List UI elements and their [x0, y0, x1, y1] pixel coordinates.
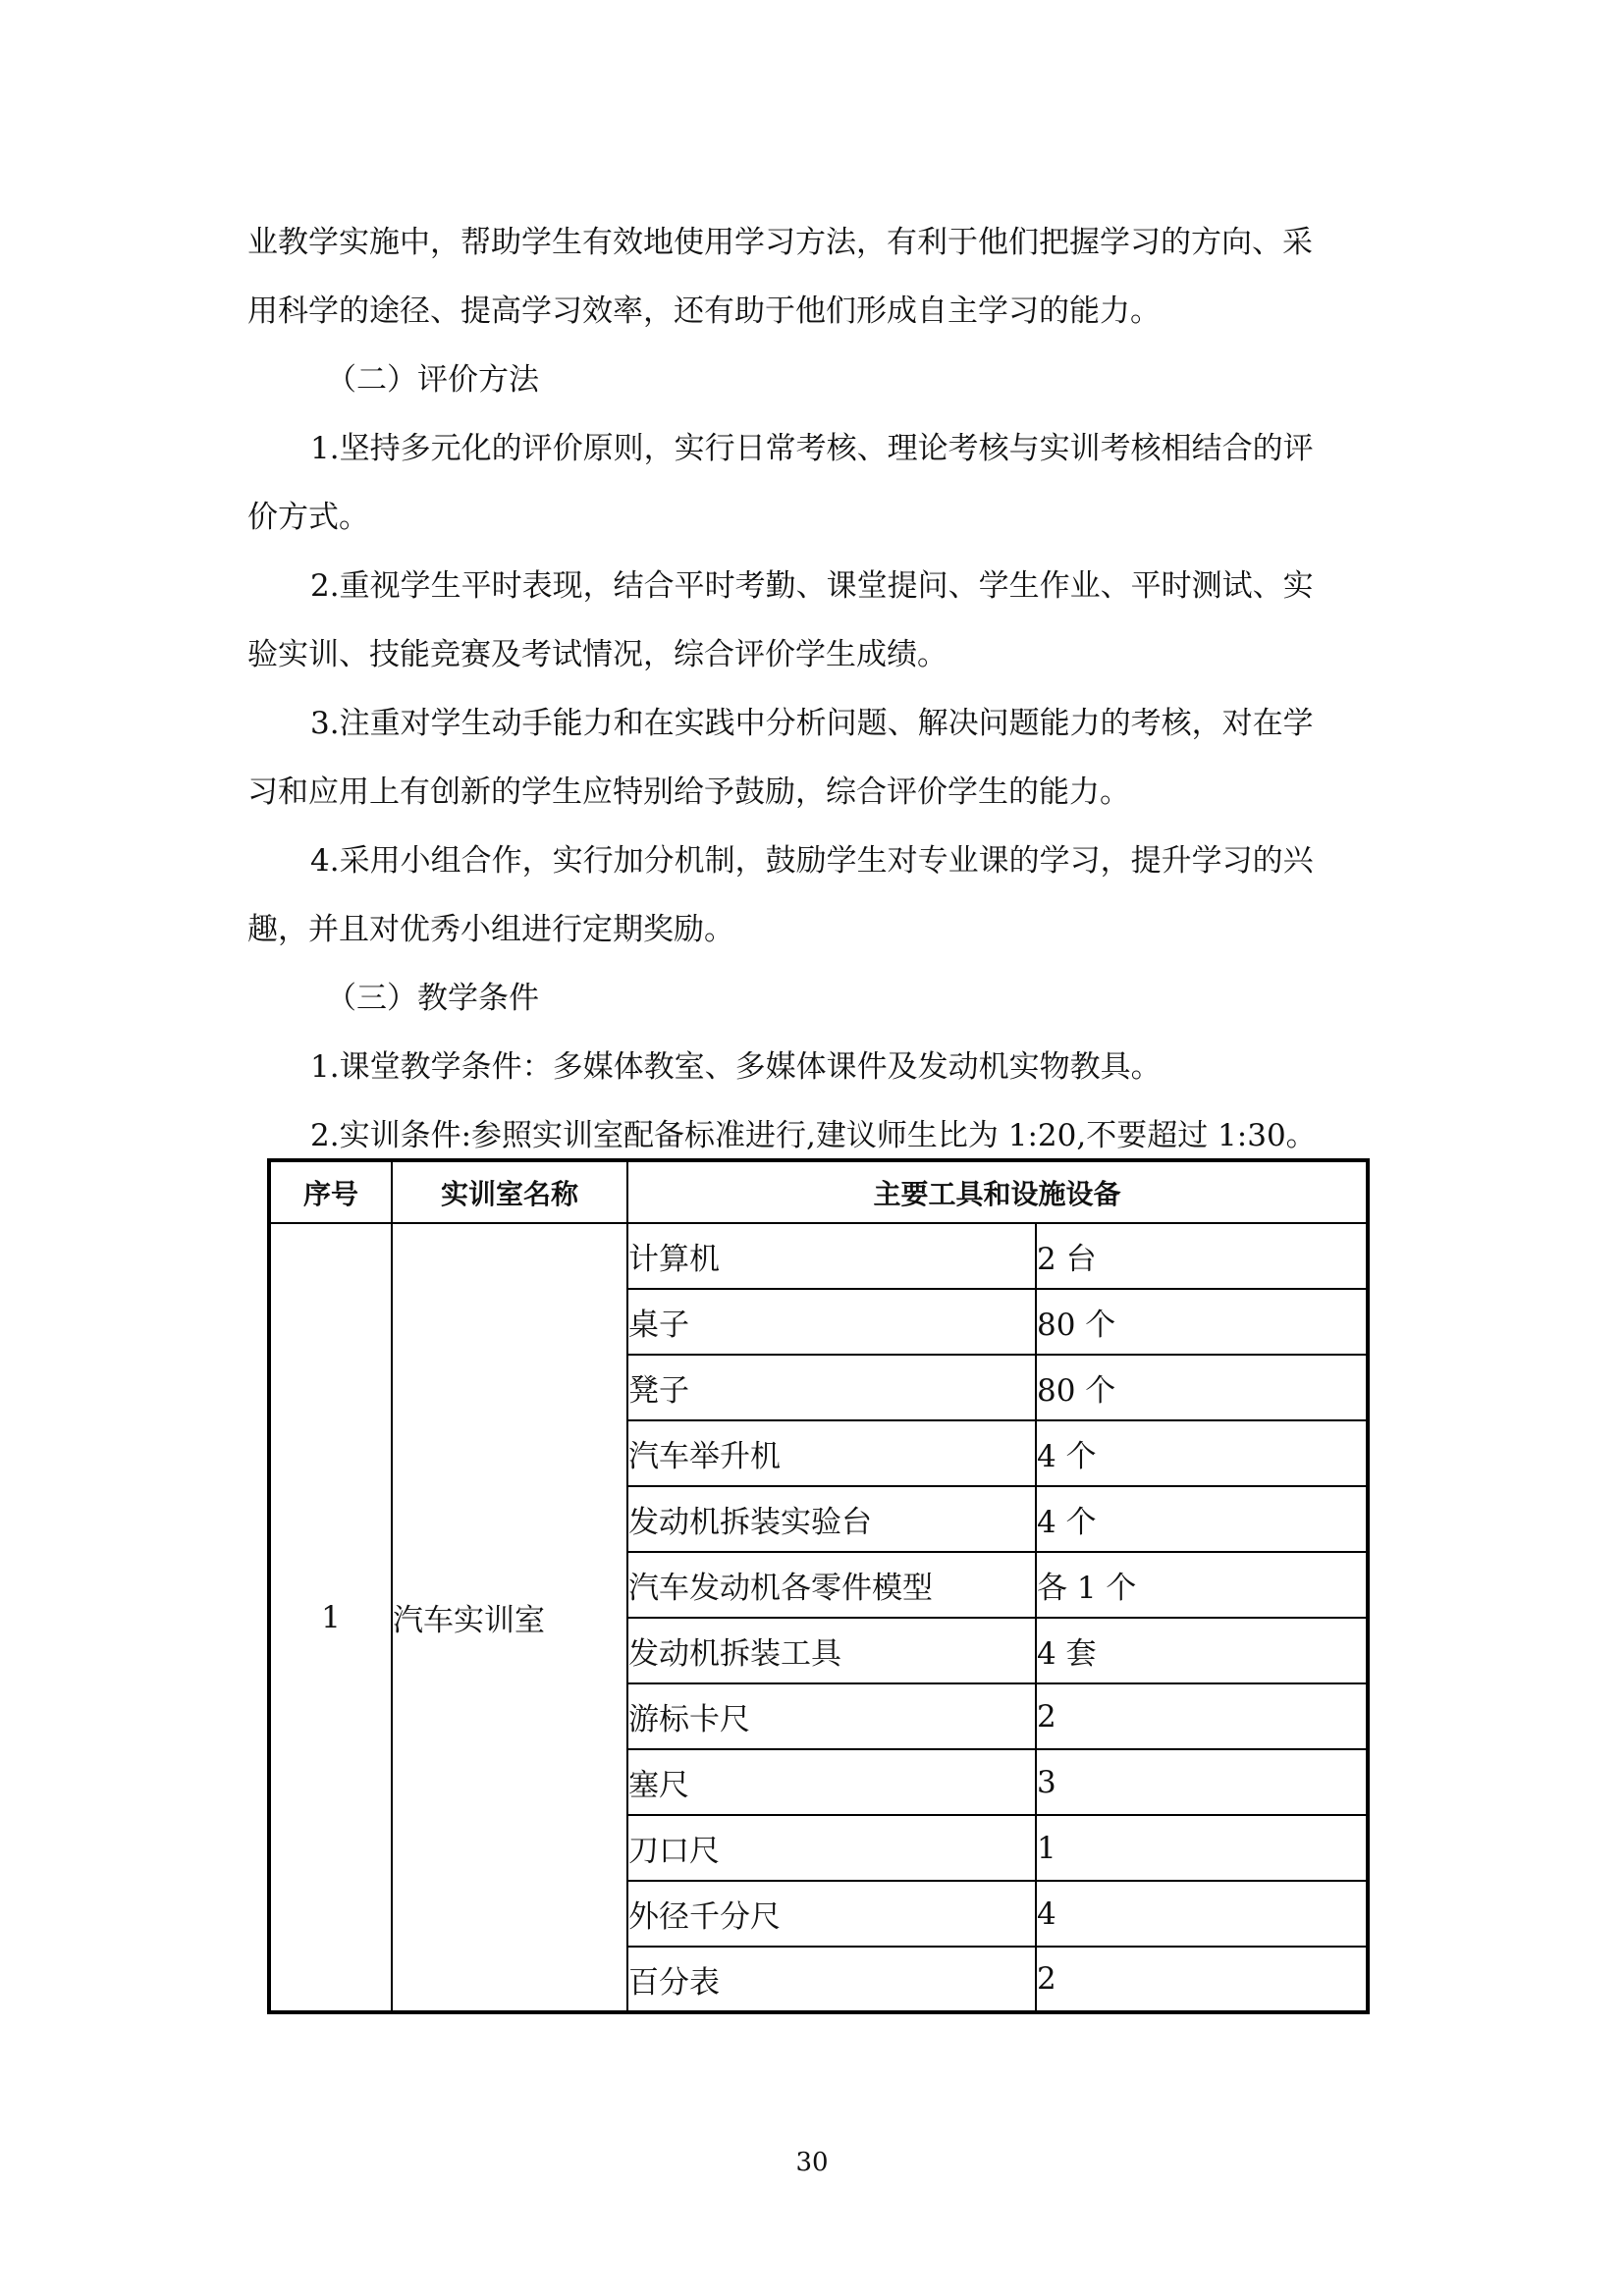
- header-room-name: 实训室名称: [392, 1160, 627, 1223]
- equipment-name-cell: 塞尺: [627, 1749, 1036, 1815]
- table-row: [269, 1223, 1368, 1289]
- equipment-quantity-cell: 3: [1036, 1749, 1368, 1815]
- text-line: 趣，并且对优秀小组进行定期奖励。: [247, 912, 734, 947]
- serial-number-cell: 1: [269, 1223, 392, 2012]
- header-equipment: 主要工具和设施设备: [627, 1160, 1368, 1223]
- heading-text: （三）教学条件: [326, 981, 539, 1016]
- equipment-quantity-cell: 80 个: [1036, 1289, 1368, 1355]
- condition-item-1: [247, 1033, 1386, 1101]
- equipment-quantity-cell: 4: [1036, 1881, 1368, 1947]
- room-name-cell: 汽车实训室: [392, 1223, 627, 2012]
- equipment-name-cell: 凳子: [627, 1355, 1036, 1420]
- text-line: 2.实训条件:参照实训室配备标准进行,建议师生比为 1:20,不要超过 1:30。: [310, 1118, 1317, 1153]
- text-line: 业教学实施中，帮助学生有效地使用学习方法，有利于他们把握学习的方向、采: [247, 225, 1313, 260]
- equipment-name-cell: 刀口尺: [627, 1815, 1036, 1881]
- equipment-name-cell: 桌子: [627, 1289, 1036, 1355]
- header-serial-number: 序号: [269, 1160, 392, 1223]
- page-number: 30: [795, 2148, 829, 2177]
- text-line: 4.采用小组合作，实行加分机制，鼓励学生对专业课的学习，提升学习的兴: [310, 843, 1314, 879]
- evaluation-item-3: [247, 689, 1386, 827]
- heading-text: （二）评价方法: [326, 362, 539, 398]
- evaluation-item-1: [247, 414, 1386, 552]
- equipment-quantity-cell: 1: [1036, 1815, 1368, 1881]
- table-header-row: [269, 1160, 1368, 1223]
- equipment-quantity-cell: 80 个: [1036, 1355, 1368, 1420]
- evaluation-item-4: [247, 827, 1386, 964]
- equipment-name-cell: 汽车发动机各零件模型: [627, 1552, 1036, 1618]
- equipment-quantity-cell: 2: [1036, 1947, 1368, 2012]
- equipment-name-cell: 计算机: [627, 1223, 1036, 1289]
- evaluation-item-2: [247, 552, 1386, 689]
- text-line: 1.坚持多元化的评价原则，实行日常考核、理论考核与实训考核相结合的评: [310, 431, 1314, 466]
- paragraph-learning-methods: [247, 208, 1386, 346]
- equipment-table: [267, 1158, 1370, 2014]
- text-line: 1.课堂教学条件：多媒体教室、多媒体课件及发动机实物教具。: [310, 1049, 1162, 1085]
- equipment-name-cell: 发动机拆装实验台: [627, 1486, 1036, 1552]
- equipment-name-cell: 汽车举升机: [627, 1420, 1036, 1486]
- text-line: 2.重视学生平时表现，结合平时考勤、课堂提问、学生作业、平时测试、实: [310, 568, 1314, 604]
- text-line: 价方式。: [247, 500, 369, 535]
- equipment-name-cell: 游标卡尺: [627, 1683, 1036, 1749]
- equipment-quantity-cell: 各 1 个: [1036, 1552, 1368, 1618]
- section-heading-evaluation: [247, 346, 1386, 414]
- equipment-quantity-cell: 2 台: [1036, 1223, 1368, 1289]
- equipment-quantity-cell: 4 个: [1036, 1486, 1368, 1552]
- text-line: 习和应用上有创新的学生应特别给予鼓励，综合评价学生的能力。: [247, 774, 1130, 810]
- equipment-name-cell: 发动机拆装工具: [627, 1618, 1036, 1683]
- equipment-quantity-cell: 4 套: [1036, 1618, 1368, 1683]
- text-line: 用科学的途径、提高学习效率，还有助于他们形成自主学习的能力。: [247, 294, 1161, 329]
- equipment-name-cell: 外径千分尺: [627, 1881, 1036, 1947]
- section-heading-conditions: [247, 964, 1386, 1033]
- equipment-quantity-cell: 4 个: [1036, 1420, 1368, 1486]
- equipment-name-cell: 百分表: [627, 1947, 1036, 2012]
- text-line: 3.注重对学生动手能力和在实践中分析问题、解决问题能力的考核，对在学: [310, 706, 1314, 741]
- text-line: 验实训、技能竞赛及考试情况，综合评价学生成绩。: [247, 637, 947, 672]
- equipment-quantity-cell: 2: [1036, 1683, 1368, 1749]
